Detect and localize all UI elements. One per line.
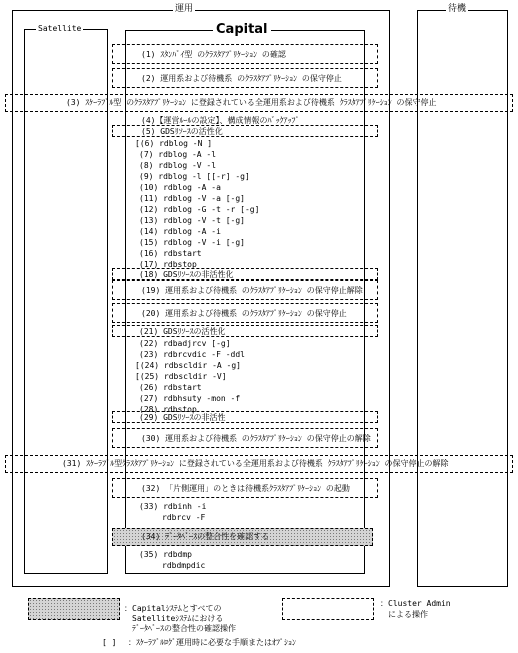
step4-text: (4)【運営ﾙｰﾙの設定】、構成情報のﾊﾞｯｸｱｯﾌﾟ <box>141 116 300 125</box>
operation-label: 運用 <box>175 4 194 14</box>
step8-text: (8) rdblog -V -l <box>139 161 217 170</box>
legend-shaded-line3: ﾃﾞｰﾀﾍﾞｰｽの整合性の確認操作 <box>132 624 236 633</box>
step35-text: (35) rdbdmp <box>139 550 192 559</box>
legend-bracket-text: ：ｽｹｰﾗﾌﾞﾙﾛｸﾞ運用時に必要な手順またはｵﾌﾟｼｮﾝ <box>128 638 296 647</box>
step30-text: (30) 運用系および待機系 のｸﾗｽﾀｱﾌﾟﾘｹｰｼｮﾝ の保守停止の解除 <box>141 434 371 443</box>
step23-text: (23) rdbrcvdic -F -ddl <box>139 350 245 359</box>
capital-label: Capital <box>213 23 271 37</box>
legend-dashed-line2: による操作 <box>388 610 428 619</box>
step2-text: (2) 運用系および待機系 のｸﾗｽﾀｱﾌﾟﾘｹｰｼｮﾝ の保守停止 <box>141 74 342 83</box>
step28-text: (28) rdbstop <box>139 405 197 414</box>
step18-text: (18) GDSﾘｿｰｽの非活性化 <box>139 270 234 279</box>
step24-text: [(24) rdbscldir -A -g] <box>135 361 241 370</box>
step9-text: (9) rdblog -l [[-r] -g] <box>139 172 250 181</box>
step6-text: [(6) rdblog -N ] <box>135 139 213 148</box>
step17-text: (17) rdbstop <box>139 260 197 269</box>
legend-shaded-line1: ：Capitalｼｽﾃﾑとすべての <box>124 604 222 613</box>
step21-text: (21) GDSﾘｿｰｽの活性化 <box>139 327 226 336</box>
step10-text: (10) rdblog -A -a <box>139 183 221 192</box>
step33-text: (33) rdbinh -i <box>139 502 207 511</box>
step12-text: (12) rdblog -G -t -r [-g] <box>139 205 260 214</box>
step3-text: (3) ｽｹｰﾗﾌﾞﾙ型 のｸﾗｽﾀｱﾌﾟﾘｹｰｼｮﾝ に登録されている全運用系および待機系 ｸﾗｽﾀｱﾌﾟﾘｹｰｼｮﾝ の保守停止 <box>66 98 437 107</box>
step15-text: (15) rdblog -V -i [-g] <box>139 238 245 247</box>
satellite-label: Satellite <box>38 24 82 33</box>
step29-text: (29) GDSﾘｿｰｽの非活性 <box>139 413 226 422</box>
step14-text: (14) rdblog -A -i <box>139 227 221 236</box>
step31-text: (31) ｽｹｰﾗﾌﾞﾙ型ｸﾗｽﾀｱﾌﾟﾘｹｰｼｮﾝ に登録されている全運用系および待機系 ｸﾗｽﾀｱﾌﾟﾘｹｰｼｮﾝ の保守停止の解除 <box>62 459 449 468</box>
step1-text: (1) ｽﾀﾝﾊﾞｲ型 のｸﾗｽﾀｱﾌﾟﾘｹｰｼｮﾝ の確認 <box>141 50 286 59</box>
step22-text: (22) rdbadjrcv [-g] <box>139 339 231 348</box>
step11-text: (11) rdblog -V -a [-g] <box>139 194 245 203</box>
step5-text: (5) GDSﾘｿｰｽの活性化 <box>141 127 223 136</box>
standby-label: 待機 <box>448 4 467 14</box>
step19-text: (19) 運用系および待機系 のｸﾗｽﾀｱﾌﾟﾘｹｰｼｮﾝ の保守停止解除 <box>141 286 363 295</box>
step27-text: (27) rdbhsuty -mon -f <box>139 394 241 403</box>
legend-shaded-line2: Satelliteｼｽﾃﾑにおける <box>132 614 224 623</box>
legend-dashed-line1: ：Cluster Admin <box>380 599 451 608</box>
step25-text: [(25) rdbscldir -V] <box>135 372 227 381</box>
step7-text: (7) rdblog -A -l <box>139 150 217 159</box>
step26-text: (26) rdbstart <box>139 383 202 392</box>
step32-text: (32) 「片側運用」のときは待機系ｸﾗｽﾀｱﾌﾟﾘｹｰｼｮﾝ の起動 <box>141 484 350 493</box>
step35b-text: rdbdmpdic <box>162 561 206 570</box>
legend-bracket-symbol: [ ] <box>102 638 117 647</box>
step34-text: (34) ﾃﾞｰﾀﾍﾞｰｽの整合性を確認する <box>141 532 270 541</box>
step16-text: (16) rdbstart <box>139 249 202 258</box>
step33b-text: rdbrcv -F <box>162 513 206 522</box>
step20-text: (20) 運用系および待機系 のｸﾗｽﾀｱﾌﾟﾘｹｰｼｮﾝ の保守停止 <box>141 309 347 318</box>
legend-shaded-swatch <box>28 598 120 620</box>
legend-dashed-swatch <box>282 598 374 620</box>
step13-text: (13) rdblog -V -t [-g] <box>139 216 245 225</box>
